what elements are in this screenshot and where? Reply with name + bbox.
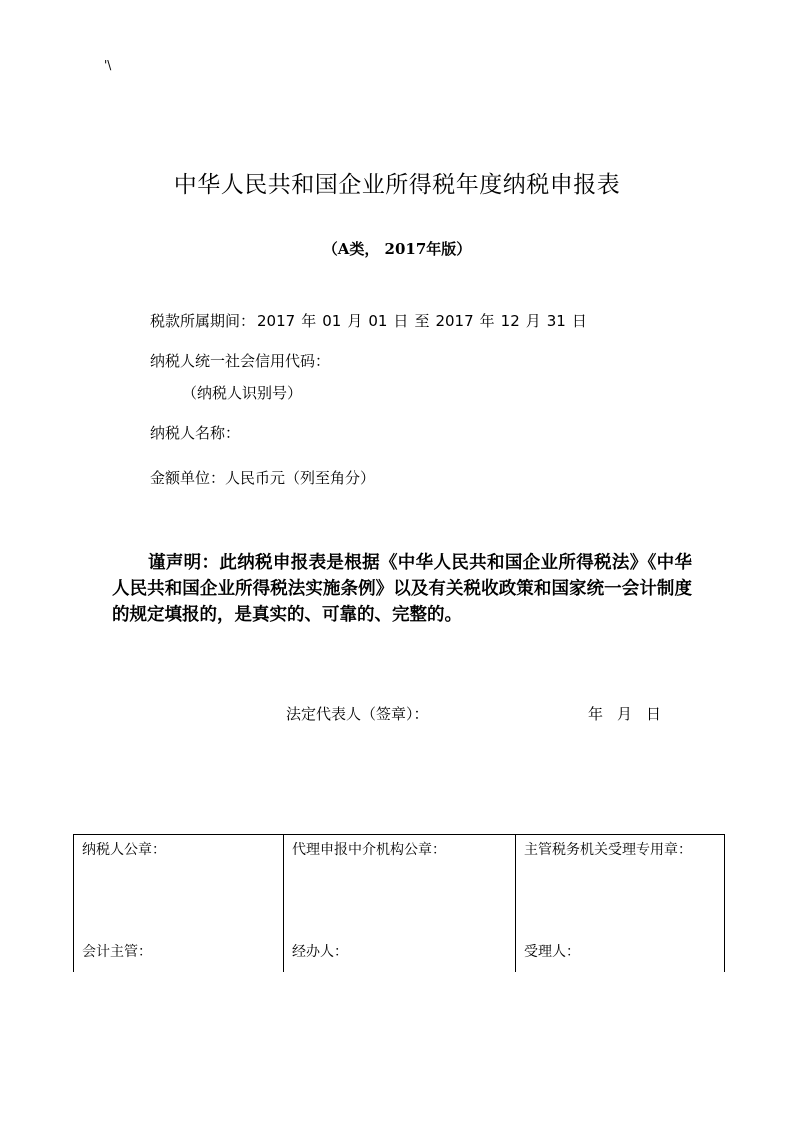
start-year: 2017 xyxy=(257,312,296,330)
credit-code-label: 纳税人统一社会信用代码： xyxy=(150,352,331,370)
start-day: 01 xyxy=(368,312,388,330)
tax-period-line xyxy=(150,310,593,331)
signature-date xyxy=(588,703,661,724)
end-year: 2017 xyxy=(435,312,474,330)
receiver-label: 受理人： xyxy=(524,944,580,960)
end-month: 12 xyxy=(500,312,520,330)
end-day: 31 xyxy=(546,312,566,330)
start-month: 01 xyxy=(322,312,342,330)
taxpayer-name-label: 纳税人名称： xyxy=(150,424,241,442)
month-unit: 月 xyxy=(525,312,541,330)
form-title: 中华人民共和国企业所得税年度纳税申报表 xyxy=(173,172,621,198)
legal-representative-label: 法定代表人（签章）： xyxy=(286,705,429,723)
year-unit: 年 xyxy=(479,312,495,330)
date-year: 年 xyxy=(588,705,604,723)
day-unit: 日 xyxy=(571,312,587,330)
agent-seal-label: 代理申报中介机构公章： xyxy=(292,842,446,858)
date-month: 月 xyxy=(617,705,633,723)
taxpayer-seal-label: 纳税人公章： xyxy=(82,842,166,858)
amount-unit-label: 金额单位：人民币元（列至角分） xyxy=(150,469,376,487)
taxpayer-id-label: （纳税人识别号） xyxy=(182,384,303,402)
tax-period-label: 税款所属期间： xyxy=(150,312,256,330)
tax-authority-seal-label: 主管税务机关受理专用章： xyxy=(524,842,692,858)
year-unit: 年 xyxy=(301,312,317,330)
taxpayer-seal-cell xyxy=(74,835,284,973)
declaration-text: 谨声明：此纳税申报表是根据《中华人民共和国企业所得税法》《中华人民共和国企业所得税法实施条例》以及有关税收政策和国家统一会计制度的规定填报的，是真实的、可靠的、完整的。 xyxy=(112,553,692,625)
accounting-supervisor-label: 会计主管： xyxy=(82,944,152,960)
agent-seal-cell xyxy=(284,835,516,973)
to-word: 至 xyxy=(414,312,430,330)
handler-label: 经办人： xyxy=(292,944,348,960)
form-subtitle: （A类， 2017年版） xyxy=(322,240,472,258)
stamp-table xyxy=(73,834,725,972)
date-day: 日 xyxy=(646,705,662,723)
month-unit: 月 xyxy=(347,312,363,330)
tax-authority-seal-cell xyxy=(516,835,725,973)
corner-mark: '\ xyxy=(104,58,112,72)
day-unit: 日 xyxy=(393,312,409,330)
